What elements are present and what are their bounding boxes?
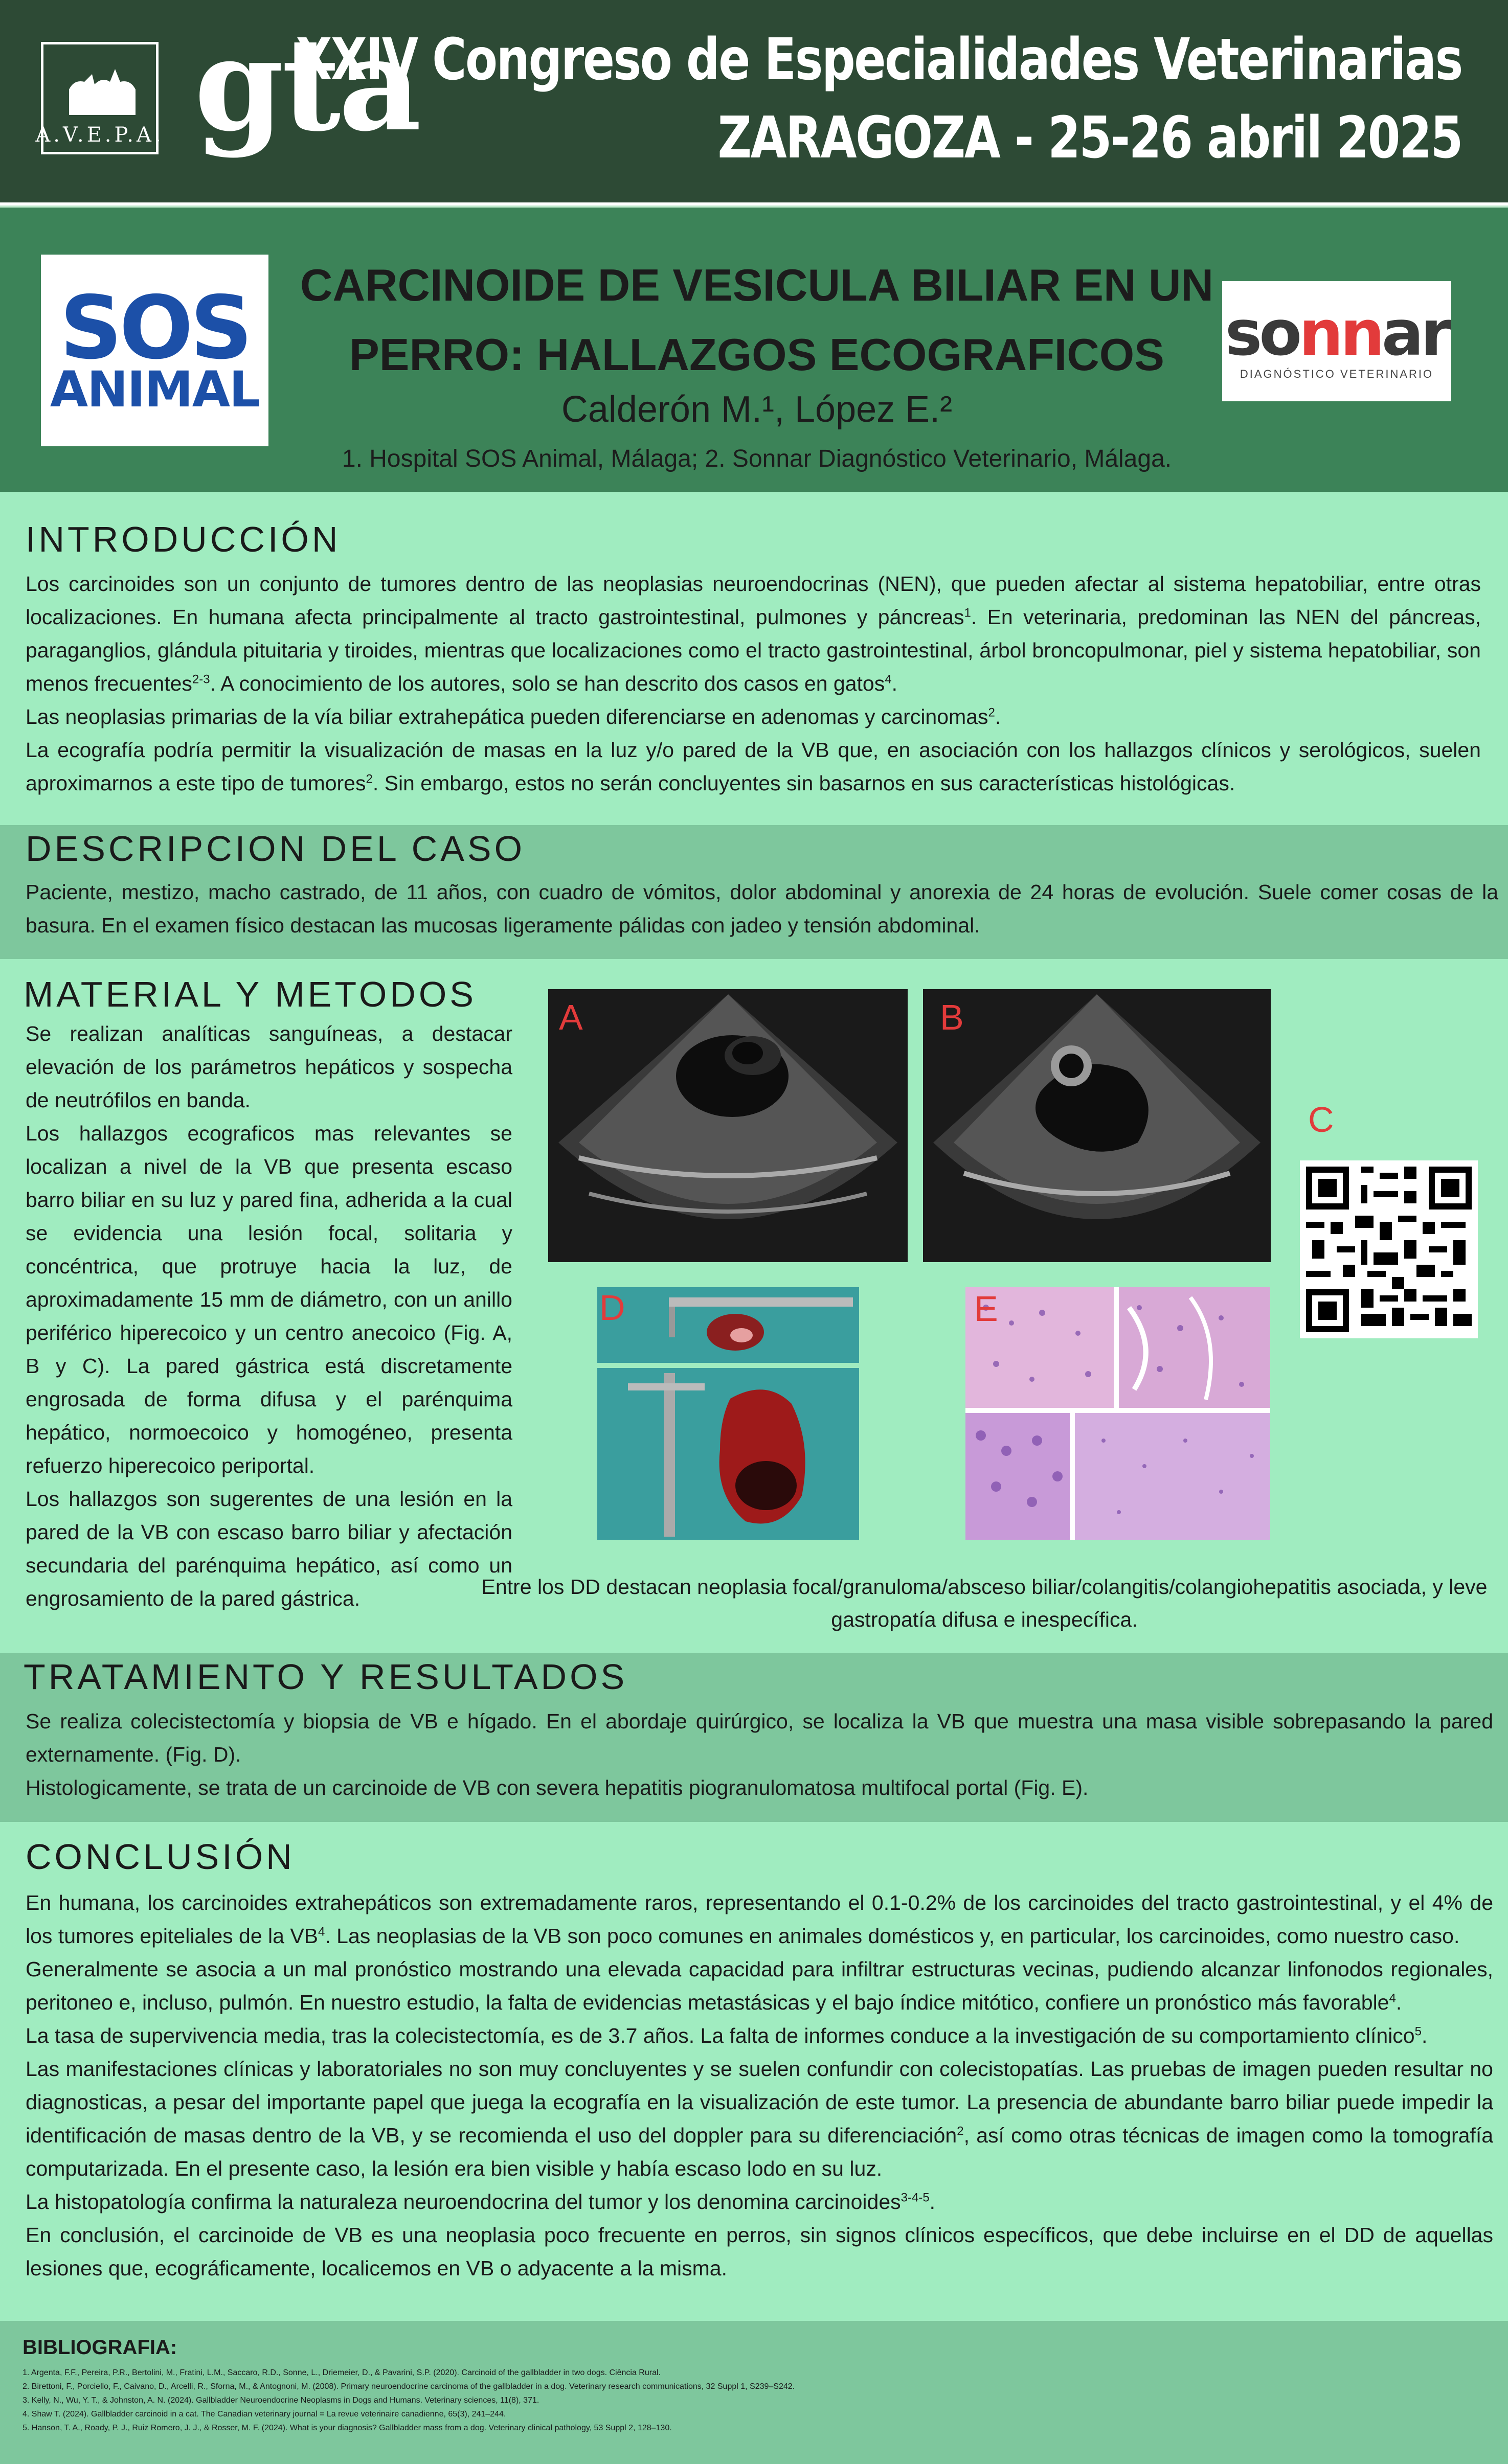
- conclusion-paragraph-4: Las manifestaciones clínicas y laboratoriales no son muy concluyentes y se suelen confundir con colecistopatías. Las pruebas de imagen pueden resultar no diagnosticas, a pesar del importante papel que juega la ecografía en la visualización de este tumor. La presencia de abundante barro biliar puede impedir la identificación de masas dentro de la VB, y se recomienda el uso del doppler para su diferenciación$^2$, así como otras técnicas de imagen como la tomografía computarizada. En el presente caso, la lesión era bien visible y había escaso lodo en su luz.: [26, 2057, 1494, 2180]
- conclusion-paragraph-6: En conclusión, el carcinoide de VB es una neoplasia poco frecuente en perros, sin signos clínicos específicos, que debe incluirse en el DD de aquellas lesiones que, ecográficamente, localicemos en VB o adyacente a la misma.: [26, 2223, 1493, 2280]
- methods-paragraph-3: Los hallazgos son sugerentes de una lesión en la pared de la VB con escaso barro biliar y afectación secundaria del parénquima hepático, así como un engrosamiento de la pared gástrica.: [26, 1487, 512, 1610]
- congress-location-date: ZARAGOZA - 25-26 abril 2025: [717, 105, 1462, 171]
- methods-paragraph-1: Se realizan analíticas sanguíneas, a destacar elevación de los parámetros hepáticos y sospecha de neutrófilos en banda.: [26, 1022, 512, 1112]
- bibliography-item: 2. Birettoni, F., Porciello, F., Caivano, D., Arcelli, R., Sforna, M., & Antognoni, M. (2008). Primary neuroendocrine carcinoma of the gallbladder in a dog. Veterinary research communications, 32 Suppl 1, S239–S242.: [22, 2382, 795, 2391]
- intro-paragraph-2: Las neoplasias primarias de la vía biliar extrahepática pueden diferenciarse en adenomas y carcinomas$^2$.: [26, 705, 1001, 728]
- bibliography-title: BIBLIOGRAFIA:: [22, 2336, 177, 2359]
- figure-label-e: E: [974, 1289, 998, 1329]
- methods-paragraph-2: Los hallazgos ecograficos mas relevantes se localizan a nivel de la VB que presenta escaso barro biliar en su luz y pared fina, adherida a la cual se evidencia una lesión focal, solitaria y concéntrica, que protruye hacia la luz, de aproximadamente 15 mm de diámetro, con un anillo periférico hiperecoico y un centro anecoico (Fig. A, B y C). La pared gástrica está discretamente engrosada de forma difusa y el parénquima hepático, normoecoico y homogéneo, presenta refuerzo hiperecoico periportal.: [26, 1122, 512, 1477]
- bibliography-item: 4. Shaw T. (2024). Gallbladder carcinoid in a cat. The Canadian veterinary journal = La revue veterinaire canadienne, 65(3), 241–244.: [22, 2410, 506, 2419]
- sonnar-logo-sub: DIAGNÓSTICO VETERINARIO: [1240, 367, 1434, 380]
- qr-code[interactable]: [1300, 1160, 1478, 1338]
- conclusion-title: CONCLUSIÓN: [26, 1837, 295, 1877]
- gta-logo: gta: [194, 9, 420, 159]
- bibliography-list: [22, 2366, 1485, 2435]
- intro-paragraph-3: La ecografía podría permitir la visualización de masas en la luz y/o pared de la VB que, en asociación con los hallazgos clínicos y serológicos, suelen aproximarnos a este tipo de tumores$^2$. Sin embargo, estos no serán concluyentes sin basarnos en sus características histológicas.: [26, 738, 1481, 795]
- surgical-photo-d1: [597, 1287, 859, 1363]
- case-text: [26, 876, 1498, 942]
- intro-title: INTRODUCCIÓN: [26, 519, 341, 559]
- ultrasound-image-a: [548, 989, 908, 1262]
- conclusion-paragraph-1: En humana, los carcinoides extrahepáticos son extremadamente raros, representando el 0.1-0.2% de los carcinoides del tracto gastrointestinal, y el 4% de los tumores epiteliales de la $VB^4$. Las neoplasias de la VB son poco comunes en animales domésticos y, en particular, los carcinoides, como nuestro caso.: [26, 1891, 1493, 1948]
- bibliography-item: 1. Argenta, F.F., Pereira, P.R., Bertolini, M., Fratini, L.M., Saccaro, R.D., Sonne, L., Driemeier, D., & Pavarini, S.P. (2020). Carcinoid of the gallbladder in two dogs. Ciência Rural.: [22, 2368, 661, 2377]
- sonnar-logo: [1222, 281, 1451, 401]
- affiliations: 1. Hospital SOS Animal, Málaga; 2. Sonnar Diagnóstico Veterinario, Málaga.: [342, 445, 1172, 472]
- treatment-text: [26, 1705, 1493, 1805]
- congress-name: XXIV Congreso de Especialidades Veterinarias: [296, 27, 1462, 93]
- histology-image-e: [965, 1287, 1270, 1540]
- figure-label-c: C: [1308, 1100, 1334, 1139]
- poster-title: [286, 250, 1227, 390]
- bibliography-item: 3. Kelly, N., Wu, Y. T., & Johnston, A. N. (2024). Gallbladder Neuroendocrine Neoplasms in Dogs and Humans. Veterinary sciences, 11(8), 371.: [22, 2396, 539, 2405]
- figure-label-a: A: [559, 997, 583, 1037]
- avepa-logo: [35, 42, 164, 154]
- title-line-1: CARCINOIDE DE VESICULA BILIAR EN UN: [300, 260, 1214, 310]
- conclusion-paragraph-3: La tasa de supervivencia media, tras la colecistectomía, es de 3.7 años. La falta de informes conduce a la investigación de su comportamiento clínico$^5$.: [26, 2024, 1428, 2047]
- bibliography-item: 5. Hanson, T. A., Roady, P. J., Ruiz Romero, J. J., & Rosser, M. F. (2024). What is your diagnosis? Gallbladder mass from a dog. Veterinary clinical pathology, 53 Suppl 2, 128–130.: [22, 2424, 672, 2432]
- intro-paragraph-1: Los carcinoides son un conjunto de tumores dentro de las neoplasias neuroendocrinas (NEN), que pueden afectar al sistema hepatobiliar, entre otras localizaciones. En humana afecta principalmente al tracto gastrointestinal, pulmones y páncreas$^1$. En veterinaria, predominan las NEN del páncreas, paraganglios, glándula pituitaria y tiroides, mientras que localizaciones como el tracto gastrointestinal, árbol broncopulmonar, piel y sistema hepatobiliar, son menos frecuentes$^{2-3}$. A conocimiento de los autores, solo se han descrito dos casos en gatos$^4$.: [26, 572, 1481, 695]
- conclusion-paragraph-5: La histopatología confirma la naturaleza neuroendocrina del tumor y los denomina carcinoides$^{3-4-5}$.: [26, 2190, 936, 2214]
- animals-silhouette-icon: [64, 59, 141, 120]
- authors: Calderón M.¹, López E.²: [561, 389, 953, 430]
- case-title: DESCRIPCION DEL CASO: [26, 829, 526, 869]
- avepa-label: A.V.E.P.A.: [35, 123, 164, 147]
- figure-caption: Entre los DD destacan neoplasia focal/granuloma/absceso biliar/colangitis/colangiohepatitis asociada, y leve gastropatía difusa e inespecífica.: [481, 1575, 1488, 1631]
- treatment-paragraph-2: Histologicamente, se trata de un carcinoide de VB con severa hepatitis piogranulomatosa multifocal portal (Fig. E).: [26, 1776, 1089, 1799]
- sos-animal-logo: [41, 255, 268, 446]
- conclusion-paragraph-2: Generalmente se asocia a un mal pronóstico mostrando una elevada capacidad para infiltrar estructuras vecinas, pudiendo alcanzar linfonodos regionales, peritoneo e, incluso, pulmón. En nuestro estudio, la falta de evidencias metastásicas y el bajo índice mitótico, confiere un pronóstico más favorable$^4$.: [26, 1957, 1493, 2014]
- treatment-paragraph-1: Se realiza colecistectomía y biopsia de VB e hígado. En el abordaje quirúrgico, se localiza la VB que muestra una masa visible sobrepasando la pared externamente. (Fig. D).: [26, 1709, 1493, 1766]
- intro-text: [26, 567, 1481, 800]
- sonnar-logo-word: sonnar: [1225, 296, 1449, 370]
- treatment-title: TRATAMIENTO Y RESULTADOS: [24, 1657, 628, 1697]
- surgical-photo-d2: [597, 1368, 859, 1540]
- conclusion-text: [26, 1886, 1493, 2285]
- methods-text: [26, 1017, 512, 1615]
- ultrasound-image-b: [923, 989, 1271, 1262]
- figure-label-d: D: [599, 1288, 625, 1328]
- title-line-2: PERRO: HALLAZGOS ECOGRAFICOS: [349, 329, 1164, 380]
- methods-title: MATERIAL Y METODOS: [24, 974, 477, 1014]
- sos-logo-word: SOS: [59, 277, 250, 379]
- figure-label-b: B: [940, 997, 964, 1037]
- case-paragraph: Paciente, mestizo, macho castrado, de 11 años, con cuadro de vómitos, dolor abdominal y anorexia de 24 horas de evolución. Suele comer cosas de la basura. En el examen físico destacan las mucosas ligeramente pálidas con jadeo y tensión abdominal.: [26, 880, 1498, 937]
- sos-logo-sub: ANIMAL: [50, 360, 260, 418]
